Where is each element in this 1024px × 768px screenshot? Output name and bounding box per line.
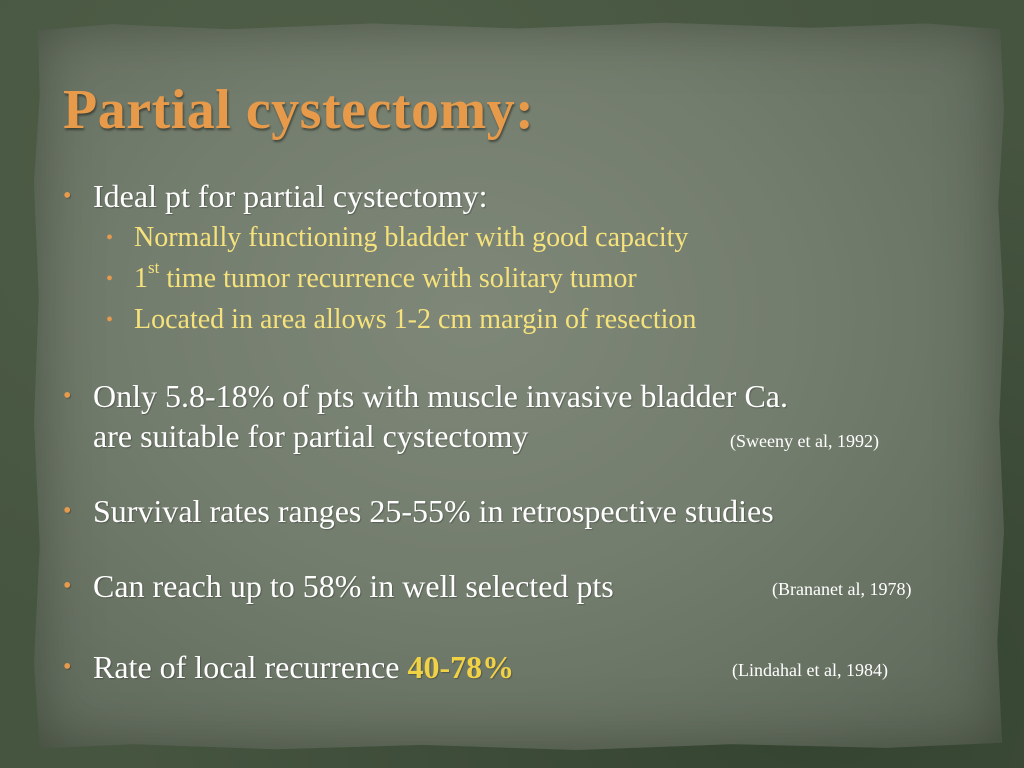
sub-bullet-text: Located in area allows 1-2 cm margin of resection: [134, 304, 697, 335]
bullet-well-selected: [63, 566, 614, 606]
bullet-icon: •: [63, 183, 72, 209]
bullet-ideal-patient: [63, 176, 488, 216]
sub-bullet-text: Normally functioning bladder with good capacity: [134, 222, 689, 253]
bullet-text: Ideal pt for partial cystectomy:: [93, 178, 488, 214]
bullet-survival-rates: [63, 491, 774, 531]
bullet-icon: •: [63, 654, 72, 680]
sub-bullet-recurrence: [106, 257, 637, 297]
citation-brananet: (Brananet al, 1978): [772, 579, 912, 599]
bullet-icon: •: [106, 227, 114, 249]
bullet-text: Rate of local recurrence: [93, 649, 408, 685]
bullet-text: Survival rates ranges 25-55% in retrospective studies: [93, 493, 774, 529]
citation-sweeny: (Sweeny et al, 1992): [730, 431, 879, 451]
sub-bullet-margin: [106, 302, 697, 338]
sub-bullet-number: 1: [134, 263, 148, 294]
highlight-recurrence-rate: 40-78%: [407, 649, 515, 685]
bullet-text: Can reach up to 58% in well selected pts: [93, 568, 614, 604]
slide-title: Partial cystectomy:: [63, 79, 535, 141]
sub-bullet-text: time tumor recurrence with solitary tumor: [159, 263, 637, 294]
bullet-icon: •: [106, 309, 114, 331]
bullet-icon: •: [63, 383, 72, 409]
superscript-st: st: [148, 257, 160, 277]
bullet-icon: •: [63, 498, 72, 524]
citation-lindahal: (Lindahal et al, 1984): [732, 660, 888, 680]
bullet-text-line1: Only 5.8-18% of pts with muscle invasive bladder Ca.: [93, 378, 788, 414]
sub-bullet-bladder: [106, 220, 689, 256]
bullet-icon: •: [63, 573, 72, 599]
bullet-local-recurrence: [63, 647, 515, 687]
bullet-text-line2: are suitable for partial cystectomy: [93, 418, 529, 454]
bullet-icon: •: [106, 268, 114, 290]
